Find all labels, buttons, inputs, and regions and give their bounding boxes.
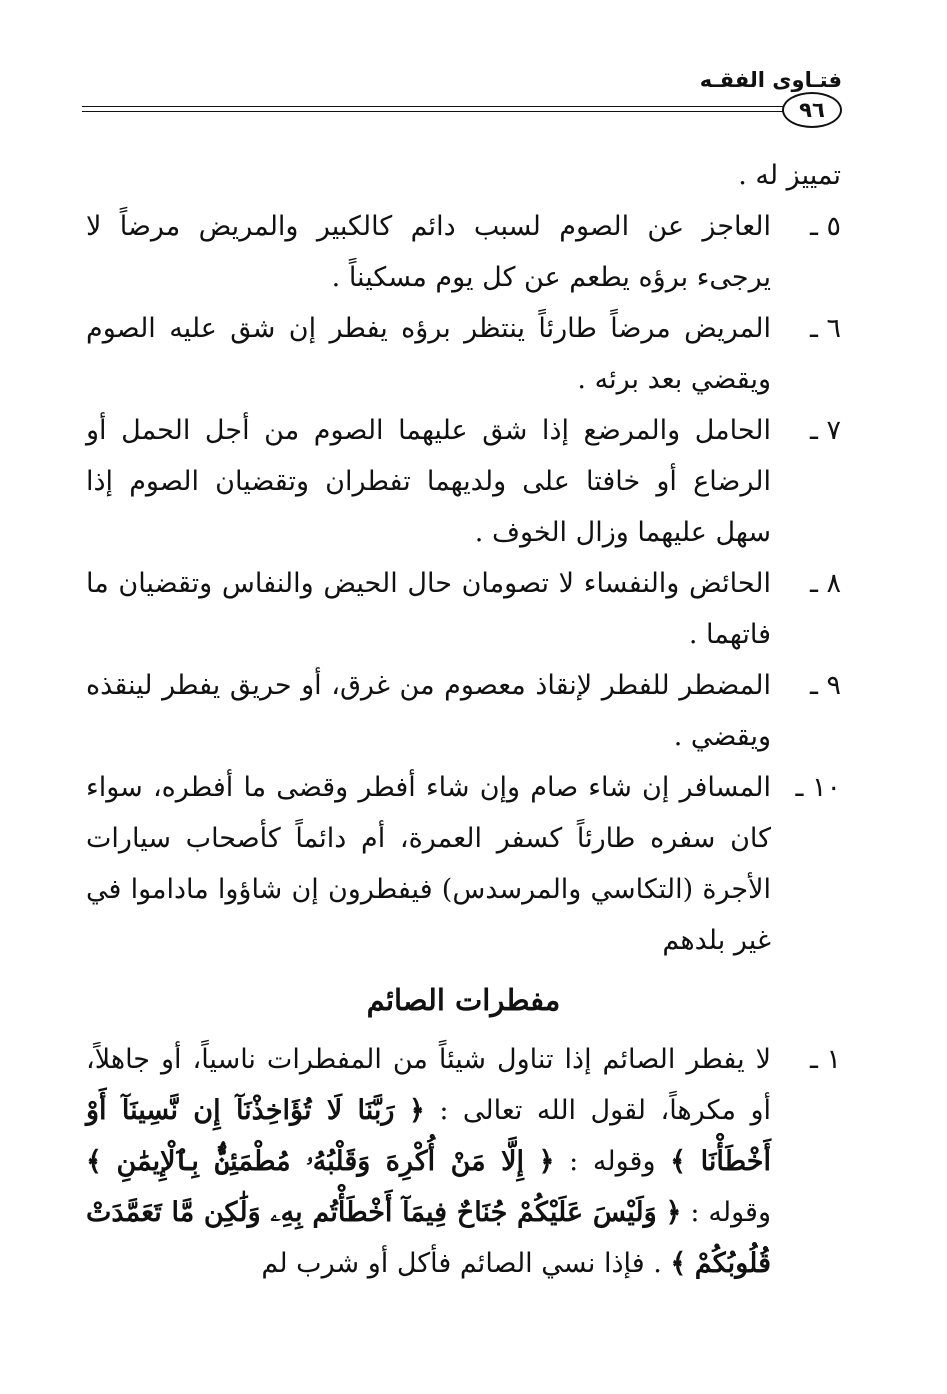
list-item — [86, 303, 841, 405]
page-header — [82, 60, 842, 130]
item-text-part: . فإذا نسي الصائم فأكل أو شرب لم — [261, 1248, 662, 1279]
header-rule-bottom — [82, 111, 784, 112]
item-text: الحامل والمرضع إذا شق عليهما الصوم من أجل الحمل أو الرضاع أو خافتا على ولديهما تفطران وتقضيان الصوم إذا سهل عليهما وزال الخوف . — [86, 415, 771, 548]
item-number: ٨ ـ — [809, 568, 841, 599]
item-number: ١ ـ — [809, 1044, 841, 1075]
ornate-bracket-close: ﴾ — [86, 1146, 102, 1177]
item-text: المسافر إن شاء صام وإن شاء أفطر وقضى ما أفطره، سواء كان سفره طارئاً كسفر العمرة، أم دائماً كأصحاب سيارات الأجرة (التكاسي والمرسدس) فيفطرون إن شاؤوا ماداموا في غير بلدهم — [86, 772, 771, 956]
item-number: ٦ ـ — [809, 313, 841, 344]
list-item — [86, 201, 841, 303]
section-title: مفطرات الصائم — [366, 983, 561, 1017]
item-text: الحائض والنفساء لا تصومان حال الحيض والنفاس وتقضيان ما فاتهما . — [86, 568, 771, 650]
list-item — [86, 405, 841, 558]
ornate-bracket-close: ﴾ — [670, 1146, 686, 1177]
item-number: ٥ ـ — [809, 211, 841, 242]
quran-verse: إِلَّا مَنْ أُكْرِهَ وَقَلْبُهُۥ مُطْمَئِنٌّۢ بِٱلْإِيمَٰنِ — [116, 1146, 525, 1177]
list-item — [86, 762, 841, 966]
list-item — [86, 558, 841, 660]
page-number: ٩٦ — [782, 92, 842, 128]
ornate-bracket-open: ﴿ — [665, 1197, 682, 1228]
item-text-part: وقوله : — [569, 1146, 656, 1177]
quran-verse: رَبَّنَا لَا تُؤَاخِذْنَآ إِن نَّسِينَآ أَوْ أَخْطَأْنَا — [86, 1095, 771, 1177]
running-title: فتـاوى الفقـه — [699, 68, 842, 92]
ornate-bracket-open: ﴿ — [538, 1146, 555, 1177]
quran-verse: وَلَيْسَ عَلَيْكُمْ جُنَاحٌ فِيمَآ أَخْطَأْتُم بِهِۦ وَلَٰكِن مَّا تَعَمَّدَتْ قُلُوبُكُمْ — [86, 1197, 771, 1279]
item-text — [86, 1034, 771, 1289]
item-text-part: وقوله : — [690, 1197, 772, 1228]
item-text: المريض مرضاً طارئاً ينتظر برؤه يفطر إن شق عليه الصوم ويقضي بعد برئه . — [86, 313, 771, 395]
page-body — [86, 150, 841, 1289]
opening-text: تمييز له . — [738, 160, 841, 191]
item-text: العاجز عن الصوم لسبب دائم كالكبير والمريض مرضاً لا يرجىء برؤه يطعم عن كل يوم مسكيناً . — [86, 211, 771, 293]
ornate-bracket-close: ﴾ — [670, 1248, 687, 1279]
header-rule-top — [82, 106, 784, 107]
item-number: ١٠ ـ — [795, 772, 841, 803]
ornate-bracket-open: ﴿ — [408, 1095, 425, 1126]
item-text-part: لا يفطر الصائم إذا تناول شيئاً من المفطرات ناسياً، أو جاهلاً، أو مكرهاً، لقول الله تعالى : — [86, 1044, 771, 1126]
item-number: ٩ ـ — [809, 670, 841, 701]
item-text: المضطر للفطر لإنقاذ معصوم من غرق، أو حريق يفطر لينقذه ويقضي . — [86, 670, 771, 752]
item-number: ٧ ـ — [809, 415, 841, 446]
list-item — [86, 660, 841, 762]
list-item — [86, 1034, 841, 1289]
